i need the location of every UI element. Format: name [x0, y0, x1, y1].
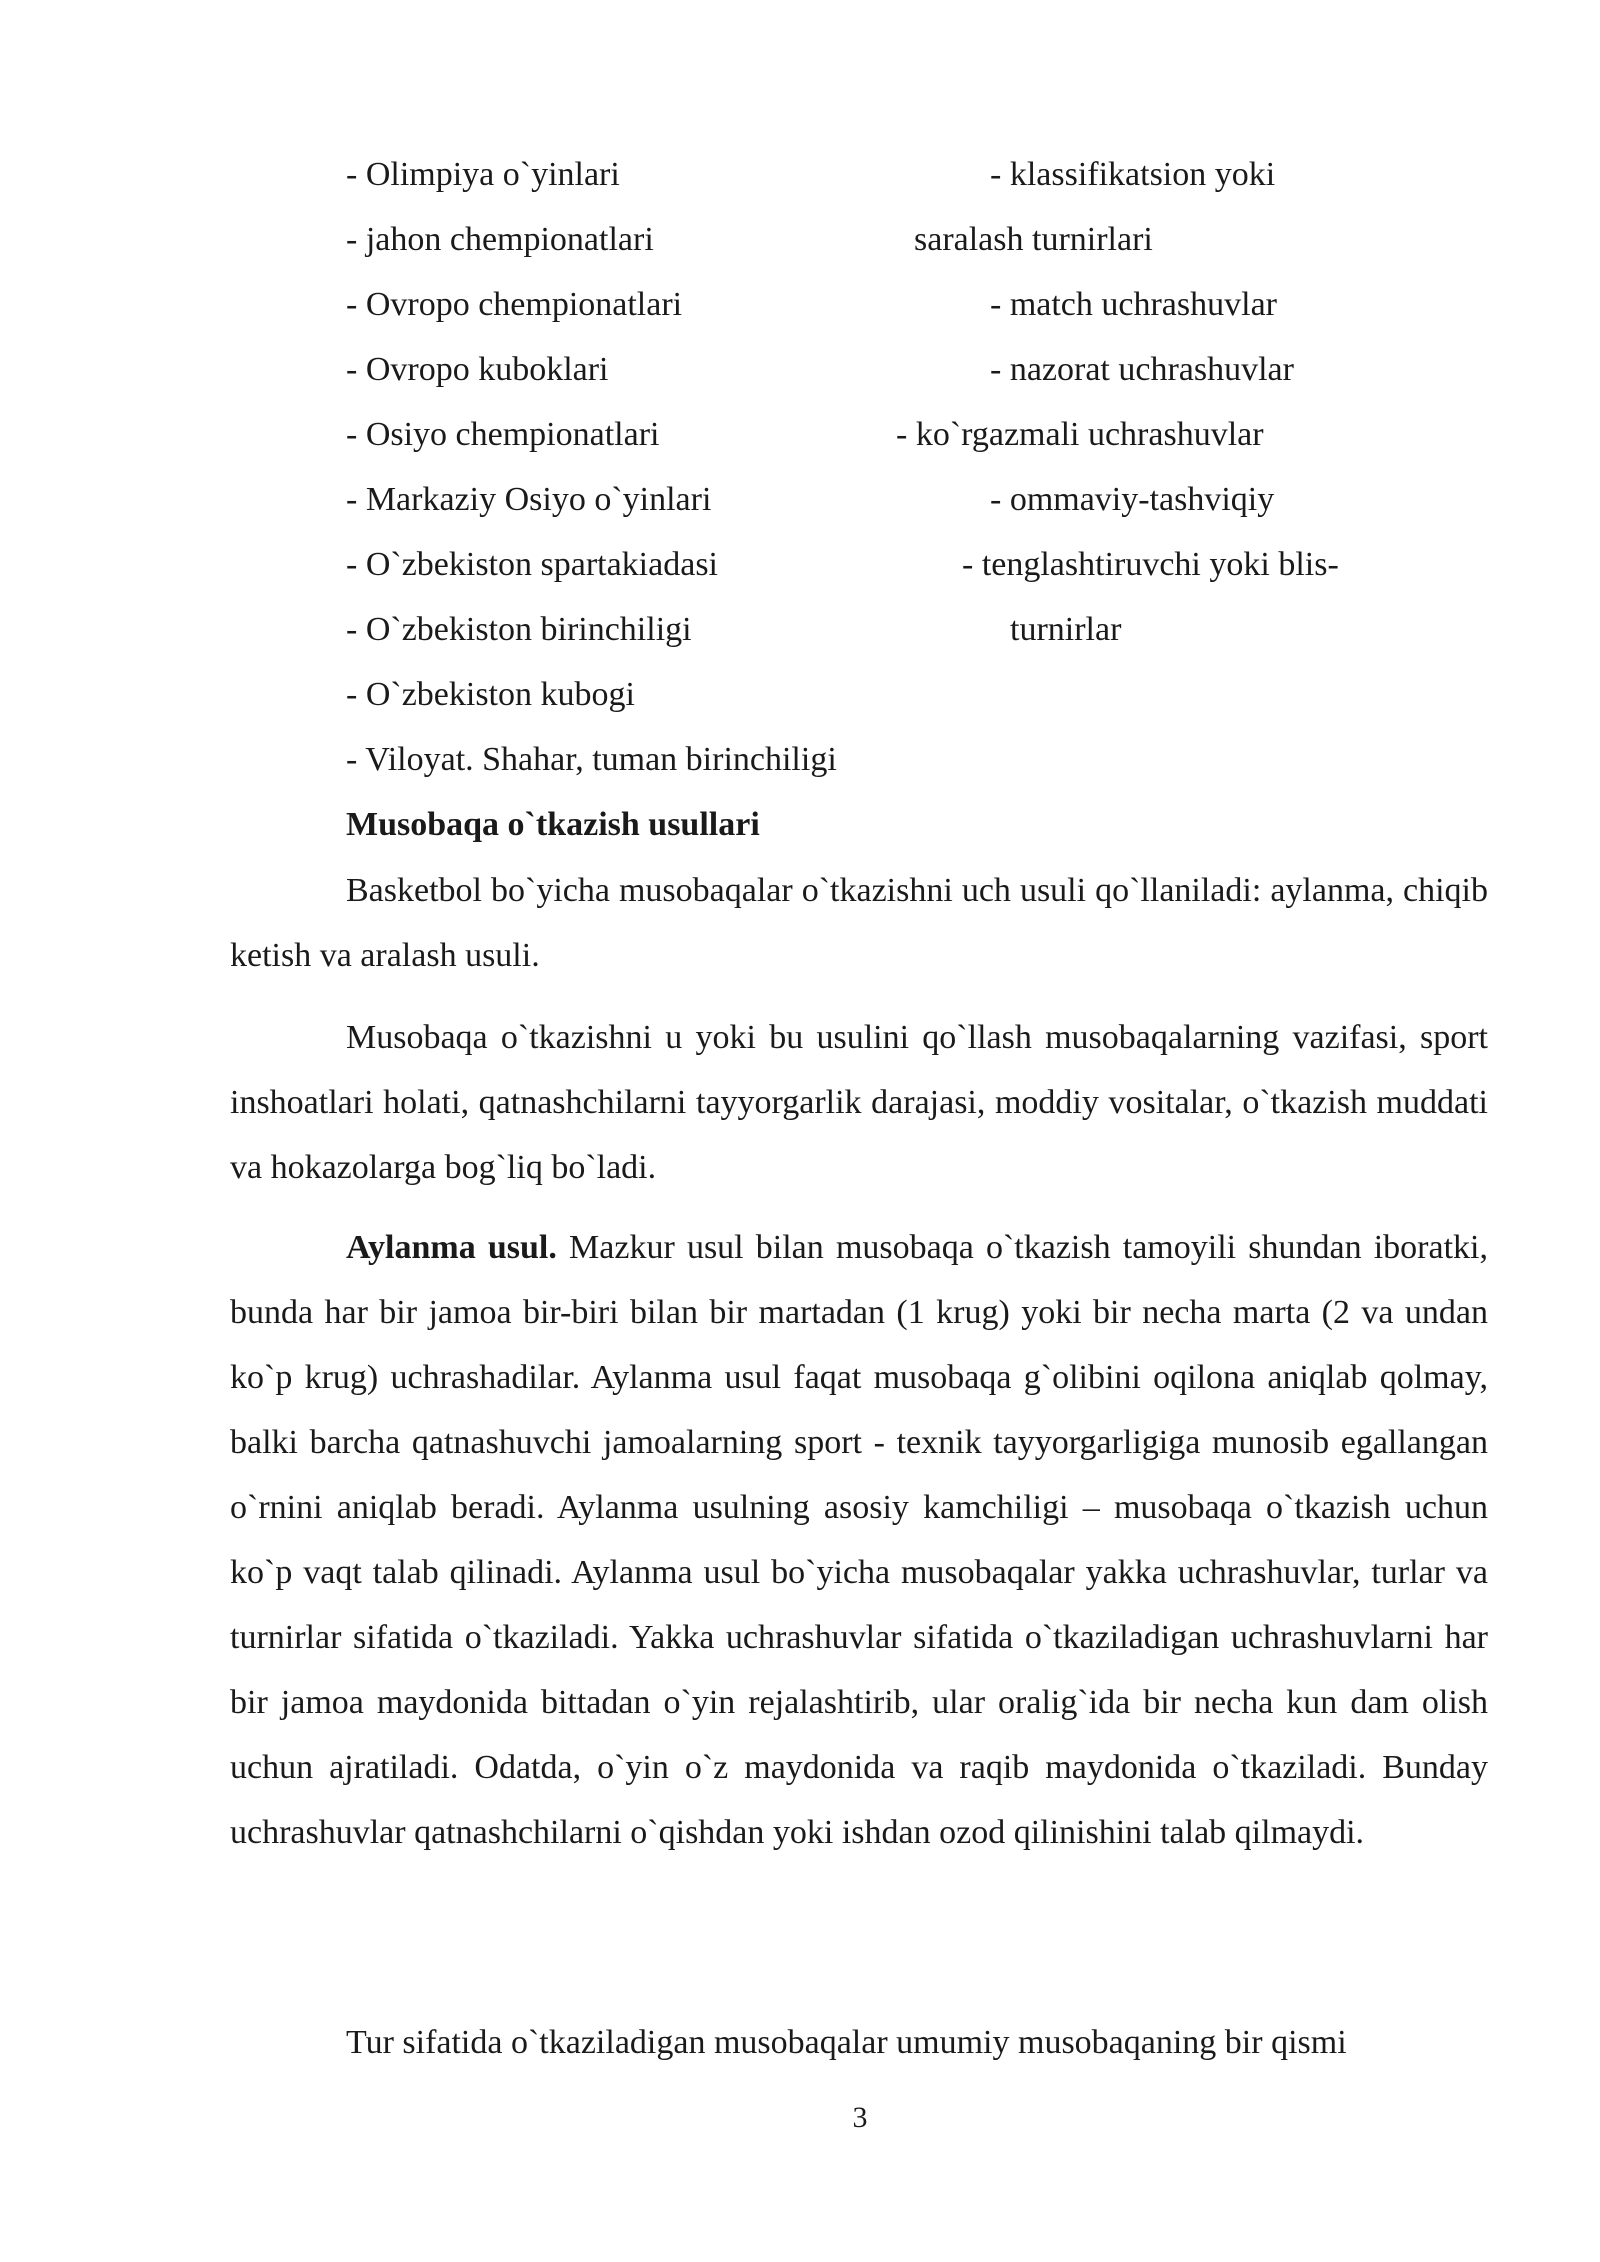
round-robin-text: Mazkur usul bilan musobaqa o`tkazish tamoyili shundan iboratki, bunda har bir jamoa bir-biri bilan bir martadan (1 krug) yoki bir necha marta (2 va undan ko`p krug) uchrashadilar. Aylanma usul faqat musobaqa g`olibini oqilona aniqlab qolmay, balki barcha qatnashuvchi jamoalarning sport - texnik tayyorgarligiga munosib egallangan o`rnini aniqlab beradi. Aylanma usulning asosiy kamchiligi – musobaqa o`tkazish uchun ko`p vaqt talab qilinadi. Aylanma usul bo`yicha musobaqalar yakka uchrashuvlar, turlar va turnirlar sifatida o`tkaziladi. Yakka uchrashuvlar sifatida o`tkaziladigan uchrashuvlarni har bir jamoa maydonida bittadan o`yin rejalashtirib, ular oralig`ida bir necha kun dam olish uchun ajratiladi. Odatda, o`yin o`z maydonida va raqib maydonida o`tkaziladi. Bunday uchrashuvlar qatnashchilarni o`qishdan yoki ishdan ozod qilinishini talab qilmaydi. [230, 1229, 1488, 1851]
left-list-item: - O`zbekiston birinchiligi [346, 611, 692, 648]
paragraph-round-robin [230, 1215, 1488, 1865]
right-list-item: - match uchrashuvlar [990, 286, 1277, 323]
section-heading: Musobaqa o`tkazish usullari [346, 806, 760, 843]
left-list-item: - Olimpiya o`yinlari [346, 156, 620, 193]
right-list-item: - ko`rgazmali uchrashuvlar [896, 416, 1264, 453]
paragraph-tour: Tur sifatida o`tkaziladigan musobaqalar umumiy musobaqaning bir qismi [346, 2024, 1347, 2061]
right-list-item: - ommaviy-tashviqiy [990, 481, 1275, 518]
page-number: 3 [852, 2101, 868, 2134]
left-list-item: - O`zbekiston kubogi [346, 676, 635, 713]
right-list-item: - klassifikatsion yoki [990, 156, 1276, 193]
paragraph-method-choice: Musobaqa o`tkazishni u yoki bu usulini qo`llash musobaqalarning vazifasi, sport inshoatlari holati, qatnashchilarni tayyorgarlik darajasi, moddiy vositalar, o`tkazish muddati va hokazolarga bog`liq bo`ladi. [230, 1019, 1488, 1186]
left-list-item: - O`zbekiston spartakiadasi [346, 546, 718, 583]
right-list-item: - nazorat uchrashuvlar [990, 351, 1294, 388]
left-list-item: - Osiyo chempionatlari [346, 416, 660, 453]
left-list-item: - jahon chempionatlari [346, 221, 654, 258]
left-list-item: - Ovropo kuboklari [346, 351, 609, 388]
right-list-item: turnirlar [1010, 611, 1122, 648]
right-list-item: saralash turnirlari [914, 221, 1153, 258]
left-list-item: - Markaziy Osiyo o`yinlari [346, 481, 712, 518]
left-list-item: - Ovropo chempionatlari [346, 286, 683, 323]
round-robin-term: Aylanma usul. [346, 1229, 557, 1266]
right-list-item: - tenglashtiruvchi yoki blis- [962, 546, 1339, 583]
left-list-item: - Viloyat. Shahar, tuman birinchiligi [346, 741, 837, 778]
paragraph-methods: Basketbol bo`yicha musobaqalar o`tkazishni uch usuli qo`llaniladi: aylanma, chiqib ketish va aralash usuli. [230, 872, 1488, 974]
